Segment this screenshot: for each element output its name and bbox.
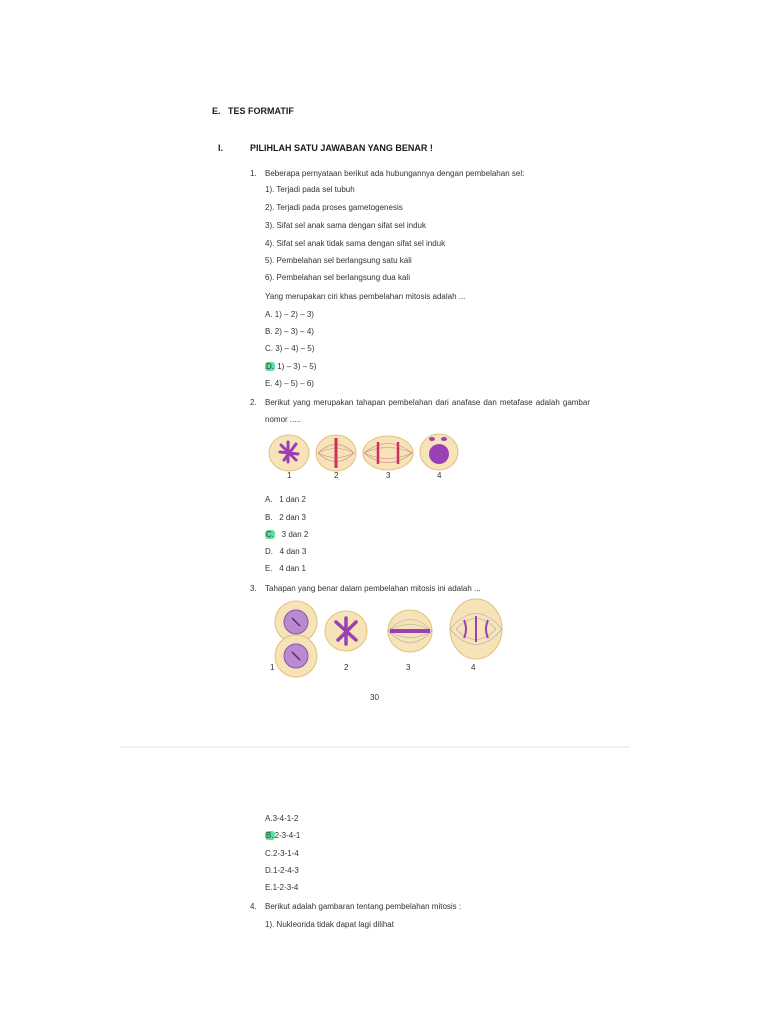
q2-option-e[interactable] bbox=[265, 564, 306, 573]
answer-highlight: C. bbox=[266, 530, 274, 539]
q1-option-a[interactable] bbox=[265, 310, 314, 319]
q3-number: 3. bbox=[250, 584, 257, 593]
option-letter: C. bbox=[265, 344, 273, 353]
option-text: 1-2-4-3 bbox=[273, 866, 299, 875]
option-text: 1-2-3-4 bbox=[272, 883, 299, 892]
q1-prompt: Yang merupakan ciri khas pembelahan mitosis adalah ... bbox=[265, 292, 466, 301]
page-number: 30 bbox=[370, 693, 379, 702]
answer-highlight: B. bbox=[266, 831, 274, 840]
q2-option-d[interactable] bbox=[265, 547, 306, 556]
cell-anaphase-image bbox=[450, 599, 502, 659]
q2-figure-label: 2 bbox=[334, 471, 339, 480]
q4-text: Berikut adalah gambaran tentang pembelahan mitosis : bbox=[265, 902, 462, 911]
cell-anaphase-image bbox=[363, 436, 413, 470]
option-text: 2) – 3) – 4) bbox=[274, 327, 314, 336]
q1-option-b[interactable] bbox=[265, 327, 314, 336]
q2-option-a[interactable] bbox=[265, 495, 306, 504]
part-title: PILIHLAH SATU JAWABAN YANG BENAR ! bbox=[250, 143, 433, 153]
cell-prophase-image bbox=[269, 435, 309, 471]
cell-metaphase-image bbox=[388, 610, 432, 652]
q1-option-d[interactable] bbox=[265, 362, 316, 371]
part-label: I. bbox=[218, 143, 224, 153]
option-letter: E. bbox=[265, 883, 273, 892]
option-letter: B. bbox=[265, 327, 273, 336]
option-letter: D. bbox=[265, 547, 273, 556]
option-letter: A. bbox=[265, 814, 273, 823]
q1-number: 1. bbox=[250, 169, 257, 178]
section-title: TES FORMATIF bbox=[228, 106, 294, 116]
q2-figure-label: 1 bbox=[287, 471, 292, 480]
option-text: 1) – 2) – 3) bbox=[274, 310, 314, 319]
option-text: 1 dan 2 bbox=[279, 495, 306, 504]
q3-figure-label: 3 bbox=[406, 663, 411, 672]
q2-number: 2. bbox=[250, 398, 257, 407]
q3-figure-label: 1 bbox=[270, 663, 275, 672]
q3-option-d[interactable] bbox=[265, 866, 299, 875]
q2-figure-label: 3 bbox=[386, 471, 391, 480]
q1-statement: 6). Pembelahan sel berlangsung dua kali bbox=[265, 273, 410, 282]
q1-statement: 3). Sifat sel anak sama dengan sifat sel induk bbox=[265, 221, 426, 230]
q1-statement: 1). Terjadi pada sel tubuh bbox=[265, 185, 355, 194]
option-text: 2-3-1-4 bbox=[273, 849, 299, 858]
option-text: 2-3-4-1 bbox=[274, 831, 301, 840]
q1-statement: 2). Terjadi pada proses gametogenesis bbox=[265, 203, 403, 212]
cell-prophase-image bbox=[325, 611, 367, 651]
cell-telophase-image bbox=[420, 434, 458, 470]
option-text: 1) – 3) – 5) bbox=[277, 362, 317, 371]
q4-statement: 1). Nukleorida tidak dapat lagi dilihat bbox=[265, 920, 394, 929]
cell-telophase-image bbox=[275, 601, 317, 677]
q3-option-b[interactable] bbox=[265, 831, 300, 840]
q3-figure bbox=[268, 598, 513, 680]
option-letter: E. bbox=[265, 564, 273, 573]
section-label: E. bbox=[212, 106, 221, 116]
q2-text: Berikut yang merupakan tahapan pembelahan dari anafase dan metafase adalah gambar nomor ..... bbox=[265, 398, 590, 424]
q1-statement: 4). Sifat sel anak tidak sama dengan sifat sel induk bbox=[265, 239, 446, 248]
q2-figure-label: 4 bbox=[437, 471, 442, 480]
q1-option-c[interactable] bbox=[265, 344, 314, 353]
q4-number: 4. bbox=[250, 902, 257, 911]
page-divider bbox=[120, 746, 630, 748]
answer-highlight: D. bbox=[266, 362, 274, 371]
cell-metaphase-image bbox=[316, 435, 356, 471]
option-text: 4 dan 1 bbox=[279, 564, 306, 573]
option-text: 3 dan 2 bbox=[281, 530, 309, 539]
option-text: 4) – 5) – 6) bbox=[274, 379, 314, 388]
option-letter: D. bbox=[265, 866, 273, 875]
q2-option-c[interactable] bbox=[265, 530, 308, 539]
option-text: 3) – 4) – 5) bbox=[275, 344, 315, 353]
q3-option-a[interactable] bbox=[265, 814, 298, 823]
option-text: 4 dan 3 bbox=[279, 547, 307, 556]
q3-figure-label: 2 bbox=[344, 663, 349, 672]
q2-option-b[interactable] bbox=[265, 513, 306, 522]
q1-statement: 5). Pembelahan sel berlangsung satu kali bbox=[265, 256, 412, 265]
q2-figure bbox=[266, 430, 466, 486]
option-letter: A. bbox=[265, 495, 273, 504]
q1-text: Beberapa pernyataan berikut ada hubungannya dengan pembelahan sel: bbox=[265, 169, 525, 178]
option-letter: A. bbox=[265, 310, 273, 319]
q1-option-e[interactable] bbox=[265, 379, 314, 388]
option-text: 2 dan 3 bbox=[279, 513, 306, 522]
q3-option-c[interactable] bbox=[265, 849, 299, 858]
option-letter: C. bbox=[265, 849, 273, 858]
q3-figure-label: 4 bbox=[471, 663, 476, 672]
option-letter: E. bbox=[265, 379, 273, 388]
q3-option-e[interactable] bbox=[265, 883, 298, 892]
option-letter: B. bbox=[265, 513, 273, 522]
option-text: 3-4-1-2 bbox=[272, 814, 299, 823]
q3-text: Tahapan yang benar dalam pembelahan mitosis ini adalah ... bbox=[265, 584, 481, 593]
